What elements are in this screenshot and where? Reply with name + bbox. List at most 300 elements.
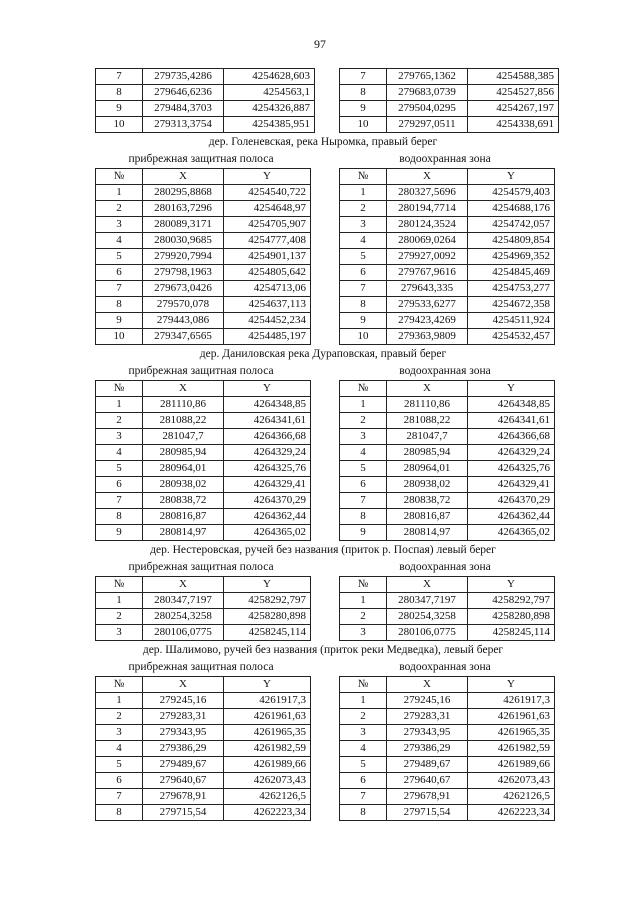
table-row: [340, 805, 555, 821]
table-row: [340, 461, 555, 477]
table-row: [340, 297, 555, 313]
column-header: X: [387, 169, 468, 185]
point-number: 4: [96, 741, 143, 757]
table-header-row: [340, 677, 555, 693]
point-number: 8: [96, 805, 143, 821]
water-protection-zone-table: [339, 68, 554, 133]
point-number: 3: [96, 725, 143, 741]
y-coordinate: 4262126,5: [224, 789, 311, 805]
x-coordinate: 280814,97: [143, 525, 224, 541]
y-coordinate: 4262223,34: [224, 805, 311, 821]
column-header: №: [340, 577, 387, 593]
table-row: [96, 85, 315, 101]
point-number: 7: [96, 69, 143, 85]
point-number: 1: [340, 593, 387, 609]
x-coordinate: 279678,91: [387, 789, 468, 805]
x-coordinate: 280069,0264: [387, 233, 468, 249]
y-coordinate: 4254588,385: [468, 69, 559, 85]
point-number: 10: [340, 329, 387, 345]
y-coordinate: 4261989,66: [468, 757, 555, 773]
point-number: 1: [96, 593, 143, 609]
coordinate-section: [95, 541, 551, 641]
table-row: [96, 233, 311, 249]
section-title: дер. Шалимово, ручей без названия (приток реки Медведка), левый берег: [142, 644, 504, 656]
y-coordinate: 4254452,234: [224, 313, 311, 329]
point-number: 4: [96, 445, 143, 461]
point-number: 2: [340, 413, 387, 429]
y-coordinate: 4254672,358: [468, 297, 555, 313]
y-coordinate: 4254532,457: [468, 329, 555, 345]
table-row: [340, 69, 559, 85]
point-number: 5: [96, 249, 143, 265]
point-number: 2: [96, 609, 143, 625]
x-coordinate: 280254,3258: [387, 609, 468, 625]
point-number: 10: [340, 117, 387, 133]
x-coordinate: 280347,7197: [387, 593, 468, 609]
point-number: 4: [96, 233, 143, 249]
table-row: [340, 593, 555, 609]
point-number: 9: [340, 101, 387, 117]
x-coordinate: 280816,87: [387, 509, 468, 525]
table-row: [340, 709, 555, 725]
table-row: [96, 397, 311, 413]
point-number: 5: [96, 461, 143, 477]
x-coordinate: 279715,54: [387, 805, 468, 821]
table-row: [340, 413, 555, 429]
point-number: 4: [340, 741, 387, 757]
column-header: X: [387, 577, 468, 593]
table-row: [96, 413, 311, 429]
x-coordinate: 279920,7994: [143, 249, 224, 265]
y-coordinate: 4254485,197: [224, 329, 311, 345]
water-protection-zone-table: [339, 151, 551, 345]
table-row: [96, 101, 315, 117]
point-number: 5: [340, 249, 387, 265]
coastal-strip-table: [95, 68, 310, 133]
x-coordinate: 280938,02: [387, 477, 468, 493]
point-number: 3: [96, 625, 143, 641]
point-number: 9: [96, 313, 143, 329]
y-coordinate: 4261982,59: [468, 741, 555, 757]
y-coordinate: 4254579,403: [468, 185, 555, 201]
column-header: X: [143, 677, 224, 693]
zone-title: прибрежная защитная полоса: [128, 661, 274, 673]
table-row: [96, 281, 311, 297]
table-row: [340, 329, 555, 345]
y-coordinate: 4258245,114: [468, 625, 555, 641]
y-coordinate: 4258280,898: [468, 609, 555, 625]
y-coordinate: 4264329,24: [224, 445, 311, 461]
coordinate-table: [95, 168, 311, 345]
table-row: [96, 117, 315, 133]
table-row: [96, 509, 311, 525]
y-coordinate: 4261961,63: [224, 709, 311, 725]
table-row: [96, 609, 311, 625]
y-coordinate: 4254688,176: [468, 201, 555, 217]
zone-title: прибрежная защитная полоса: [128, 365, 274, 377]
y-coordinate: 4254326,887: [224, 101, 315, 117]
table-row: [96, 805, 311, 821]
table-header-row: [340, 169, 555, 185]
table-row: [340, 429, 555, 445]
x-coordinate: 279363,9809: [387, 329, 468, 345]
x-coordinate: 281110,86: [143, 397, 224, 413]
y-coordinate: 4264325,76: [224, 461, 311, 477]
x-coordinate: 280347,7197: [143, 593, 224, 609]
y-coordinate: 4258280,898: [224, 609, 311, 625]
point-number: 3: [340, 725, 387, 741]
table-row: [340, 281, 555, 297]
table-row: [340, 773, 555, 789]
x-coordinate: 279423,4269: [387, 313, 468, 329]
table-row: [96, 593, 311, 609]
point-number: 3: [340, 625, 387, 641]
water-protection-zone-table: [339, 659, 551, 821]
table-row: [96, 625, 311, 641]
point-number: 6: [96, 265, 143, 281]
point-number: 7: [340, 281, 387, 297]
column-header: X: [143, 381, 224, 397]
column-header: X: [143, 169, 224, 185]
column-header: №: [340, 381, 387, 397]
point-number: 3: [340, 217, 387, 233]
section-title: дер. Даниловская река Дураповская, правый берег: [199, 348, 447, 360]
point-number: 9: [340, 525, 387, 541]
y-coordinate: 4254648,97: [224, 201, 311, 217]
column-header: №: [340, 169, 387, 185]
table-header-row: [96, 169, 311, 185]
coordinate-table: [339, 68, 559, 133]
x-coordinate: 279343,95: [143, 725, 224, 741]
x-coordinate: 279640,67: [143, 773, 224, 789]
y-coordinate: 4264362,44: [468, 509, 555, 525]
column-header: №: [96, 677, 143, 693]
x-coordinate: 279646,6236: [143, 85, 224, 101]
x-coordinate: 279715,54: [143, 805, 224, 821]
coastal-strip-table: [95, 151, 307, 345]
x-coordinate: 279504,0295: [387, 101, 468, 117]
y-coordinate: 4254777,408: [224, 233, 311, 249]
x-coordinate: 279245,16: [387, 693, 468, 709]
y-coordinate: 4264348,85: [468, 397, 555, 413]
table-row: [96, 329, 311, 345]
x-coordinate: 279343,95: [387, 725, 468, 741]
y-coordinate: 4261965,35: [224, 725, 311, 741]
y-coordinate: 4254753,277: [468, 281, 555, 297]
table-row: [96, 493, 311, 509]
column-header: Y: [224, 381, 311, 397]
point-number: 9: [96, 101, 143, 117]
point-number: 1: [96, 185, 143, 201]
column-header: X: [387, 381, 468, 397]
x-coordinate: 281088,22: [387, 413, 468, 429]
point-number: 3: [96, 217, 143, 233]
section-title: дер. Нестеровская, ручей без названия (приток р. Поспая) левый берег: [150, 544, 496, 556]
table-row: [96, 249, 311, 265]
point-number: 8: [340, 297, 387, 313]
water-protection-zone-table: [339, 559, 551, 641]
point-number: 5: [96, 757, 143, 773]
table-row: [340, 233, 555, 249]
section-tables: [95, 659, 551, 821]
table-row: [96, 477, 311, 493]
x-coordinate: 279533,6277: [387, 297, 468, 313]
point-number: 8: [96, 509, 143, 525]
section-tables: [95, 559, 551, 641]
table-row: [340, 609, 555, 625]
table-row: [96, 693, 311, 709]
coordinate-table: [339, 380, 555, 541]
x-coordinate: 279640,67: [387, 773, 468, 789]
table-row: [340, 201, 555, 217]
table-row: [96, 709, 311, 725]
table-row: [340, 265, 555, 281]
coordinate-section: [95, 133, 551, 345]
x-coordinate: 279643,335: [387, 281, 468, 297]
point-number: 7: [340, 789, 387, 805]
table-row: [340, 217, 555, 233]
y-coordinate: 4264348,85: [224, 397, 311, 413]
table-row: [340, 249, 555, 265]
x-coordinate: 279245,16: [143, 693, 224, 709]
table-row: [340, 445, 555, 461]
column-header: Y: [468, 577, 555, 593]
point-number: 2: [96, 709, 143, 725]
table-row: [96, 773, 311, 789]
x-coordinate: 280106,0775: [143, 625, 224, 641]
column-header: Y: [224, 577, 311, 593]
table-row: [96, 313, 311, 329]
coastal-strip-table: [95, 659, 307, 821]
x-coordinate: 279489,67: [143, 757, 224, 773]
table-row: [340, 509, 555, 525]
table-row: [340, 525, 555, 541]
y-coordinate: 4258292,797: [224, 593, 311, 609]
table-row: [340, 185, 555, 201]
x-coordinate: 279767,9616: [387, 265, 468, 281]
table-header-row: [340, 577, 555, 593]
y-coordinate: 4254809,854: [468, 233, 555, 249]
column-header: Y: [468, 381, 555, 397]
y-coordinate: 4262223,34: [468, 805, 555, 821]
coordinate-table: [339, 168, 555, 345]
point-number: 5: [340, 461, 387, 477]
table-row: [340, 693, 555, 709]
table-row: [96, 69, 315, 85]
x-coordinate: 280838,72: [143, 493, 224, 509]
y-coordinate: 4261965,35: [468, 725, 555, 741]
table-row: [96, 525, 311, 541]
column-header: X: [387, 677, 468, 693]
point-number: 5: [340, 757, 387, 773]
point-number: 3: [96, 429, 143, 445]
y-coordinate: 4254338,691: [468, 117, 559, 133]
coordinate-table: [95, 676, 311, 821]
x-coordinate: 280814,97: [387, 525, 468, 541]
coordinate-table: [95, 380, 311, 541]
table-row: [96, 429, 311, 445]
table-header-row: [96, 577, 311, 593]
table-header-row: [96, 677, 311, 693]
table-row: [340, 85, 559, 101]
x-coordinate: 279489,67: [387, 757, 468, 773]
table-row: [340, 313, 555, 329]
y-coordinate: 4261917,3: [468, 693, 555, 709]
point-number: 2: [96, 413, 143, 429]
x-coordinate: 279798,1963: [143, 265, 224, 281]
page-number: 97: [314, 37, 326, 51]
point-number: 7: [96, 493, 143, 509]
x-coordinate: 279283,31: [387, 709, 468, 725]
x-coordinate: 279386,29: [387, 741, 468, 757]
y-coordinate: 4264370,29: [224, 493, 311, 509]
y-coordinate: 4254628,603: [224, 69, 315, 85]
point-number: 9: [340, 313, 387, 329]
point-number: 4: [340, 445, 387, 461]
coordinate-section: [95, 345, 551, 541]
y-coordinate: 4254540,722: [224, 185, 311, 201]
x-coordinate: 279443,086: [143, 313, 224, 329]
table-row: [340, 757, 555, 773]
y-coordinate: 4262073,43: [468, 773, 555, 789]
zone-title: водоохранная зона: [399, 365, 491, 377]
table-row: [340, 101, 559, 117]
point-number: 1: [96, 693, 143, 709]
y-coordinate: 4254267,197: [468, 101, 559, 117]
x-coordinate: 280030,9685: [143, 233, 224, 249]
x-coordinate: 279570,078: [143, 297, 224, 313]
point-number: 2: [340, 609, 387, 625]
x-coordinate: 281088,22: [143, 413, 224, 429]
y-coordinate: 4264341,61: [468, 413, 555, 429]
table-row: [96, 461, 311, 477]
zone-title: прибрежная защитная полоса: [128, 561, 274, 573]
y-coordinate: 4254637,113: [224, 297, 311, 313]
point-number: 2: [340, 709, 387, 725]
table-row: [96, 757, 311, 773]
y-coordinate: 4254511,924: [468, 313, 555, 329]
point-number: 6: [340, 773, 387, 789]
y-coordinate: 4264329,41: [468, 477, 555, 493]
y-coordinate: 4254742,057: [468, 217, 555, 233]
x-coordinate: 280816,87: [143, 509, 224, 525]
coordinate-section: [95, 641, 551, 821]
y-coordinate: 4261917,3: [224, 693, 311, 709]
column-header: Y: [224, 677, 311, 693]
x-coordinate: 280964,01: [387, 461, 468, 477]
table-row: [340, 493, 555, 509]
table-header-row: [340, 381, 555, 397]
x-coordinate: 280106,0775: [387, 625, 468, 641]
y-coordinate: 4264365,02: [224, 525, 311, 541]
coordinate-table: [339, 676, 555, 821]
y-coordinate: 4264329,24: [468, 445, 555, 461]
y-coordinate: 4264329,41: [224, 477, 311, 493]
y-coordinate: 4262126,5: [468, 789, 555, 805]
y-coordinate: 4254705,907: [224, 217, 311, 233]
x-coordinate: 280089,3171: [143, 217, 224, 233]
table-row: [96, 741, 311, 757]
point-number: 10: [96, 117, 143, 133]
table-row: [96, 789, 311, 805]
y-coordinate: 4262073,43: [224, 773, 311, 789]
point-number: 1: [340, 185, 387, 201]
column-header: №: [96, 577, 143, 593]
point-number: 6: [96, 773, 143, 789]
point-number: 7: [96, 789, 143, 805]
x-coordinate: 279313,3754: [143, 117, 224, 133]
coastal-strip-table: [95, 363, 307, 541]
section-tables: [95, 151, 551, 345]
zone-title: прибрежная защитная полоса: [128, 153, 274, 165]
zone-title: водоохранная зона: [399, 661, 491, 673]
point-number: 8: [96, 85, 143, 101]
column-header: Y: [468, 169, 555, 185]
point-number: 8: [340, 85, 387, 101]
x-coordinate: 279283,31: [143, 709, 224, 725]
point-number: 3: [340, 429, 387, 445]
x-coordinate: 279678,91: [143, 789, 224, 805]
table-row: [340, 477, 555, 493]
y-coordinate: 4254527,856: [468, 85, 559, 101]
coordinate-table: [339, 576, 555, 641]
coordinate-section: [95, 68, 554, 133]
column-header: №: [340, 677, 387, 693]
table-row: [340, 741, 555, 757]
coordinate-table: [95, 68, 315, 133]
x-coordinate: 279484,3703: [143, 101, 224, 117]
table-row: [340, 625, 555, 641]
point-number: 6: [96, 477, 143, 493]
y-coordinate: 4254385,951: [224, 117, 315, 133]
x-coordinate: 279673,0426: [143, 281, 224, 297]
point-number: 8: [340, 509, 387, 525]
x-coordinate: 279347,6565: [143, 329, 224, 345]
y-coordinate: 4264325,76: [468, 461, 555, 477]
x-coordinate: 280838,72: [387, 493, 468, 509]
y-coordinate: 4264366,68: [468, 429, 555, 445]
x-coordinate: 280985,94: [387, 445, 468, 461]
point-number: 6: [340, 265, 387, 281]
coordinate-sections: [95, 68, 554, 821]
water-protection-zone-table: [339, 363, 551, 541]
x-coordinate: 280254,3258: [143, 609, 224, 625]
table-row: [96, 265, 311, 281]
section-tables: [95, 68, 554, 133]
x-coordinate: 279683,0739: [387, 85, 468, 101]
column-header: Y: [224, 169, 311, 185]
y-coordinate: 4264366,68: [224, 429, 311, 445]
x-coordinate: 280163,7296: [143, 201, 224, 217]
column-header: X: [143, 577, 224, 593]
x-coordinate: 279735,4286: [143, 69, 224, 85]
section-title: дер. Голеневская, река Ныромка, правый берег: [208, 136, 438, 148]
coastal-strip-table: [95, 559, 307, 641]
y-coordinate: 4254713,06: [224, 281, 311, 297]
x-coordinate: 279386,29: [143, 741, 224, 757]
y-coordinate: 4254901,137: [224, 249, 311, 265]
table-row: [96, 217, 311, 233]
zone-title: водоохранная зона: [399, 153, 491, 165]
table-header-row: [96, 381, 311, 397]
x-coordinate: 279297,0511: [387, 117, 468, 133]
y-coordinate: 4264341,61: [224, 413, 311, 429]
y-coordinate: 4264370,29: [468, 493, 555, 509]
table-row: [340, 725, 555, 741]
table-row: [96, 185, 311, 201]
x-coordinate: 281110,86: [387, 397, 468, 413]
point-number: 1: [96, 397, 143, 413]
